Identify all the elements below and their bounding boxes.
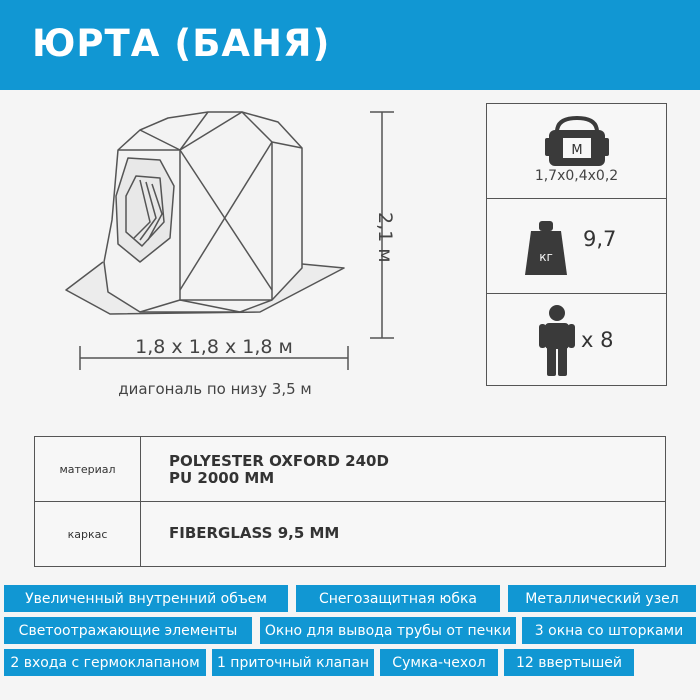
bag-icon [487,110,668,170]
bag-cell [487,104,666,199]
capacity-cell [487,294,666,387]
feature-tag: 2 входа с гермоклапаном [4,649,206,676]
feature-tag: 12 ввертышей [504,649,634,676]
spec-panel [486,103,667,386]
height-dimension-label: 2,1 м [374,212,396,263]
weight-value: 9,7 [583,227,617,251]
weight-cell [487,199,666,294]
person-icon [537,304,577,376]
row-value: FIBERGLASS 9,5 MM [169,524,340,542]
capacity-value: x 8 [581,328,614,352]
row-key: материал [35,437,141,501]
feature-tag: Снегозащитная юбка [296,585,500,612]
feature-tag: 3 окна со шторками [522,617,696,644]
row-value [169,453,389,487]
material-table [34,436,666,567]
table-row [35,437,665,502]
feature-tag: 1 приточный клапан [212,649,374,676]
row-value-line: PU 2000 MM [169,469,275,487]
table-row [35,502,665,566]
feature-tag: Окно для вывода трубы от печки [260,617,516,644]
page-title: ЮРТА (БАНЯ) [32,22,331,65]
svg-text:кг: кг [539,250,553,264]
svg-text:M: M [571,143,583,158]
feature-tag: Светоотражающие элементы [4,617,252,644]
base-dimension-label: 1,8 x 1,8 x 1,8 м [135,336,293,358]
row-value-line: POLYESTER OXFORD 240D [169,452,389,470]
diagonal-label: диагональ по низу 3,5 м [118,380,312,398]
feature-tag: Увеличенный внутренний объем [4,585,288,612]
feature-tag: Металлический узел [508,585,696,612]
feature-tag: Сумка-чехол [380,649,498,676]
row-key: каркас [35,502,141,566]
bag-size: 1,7x0,4x0,2 [534,168,619,184]
